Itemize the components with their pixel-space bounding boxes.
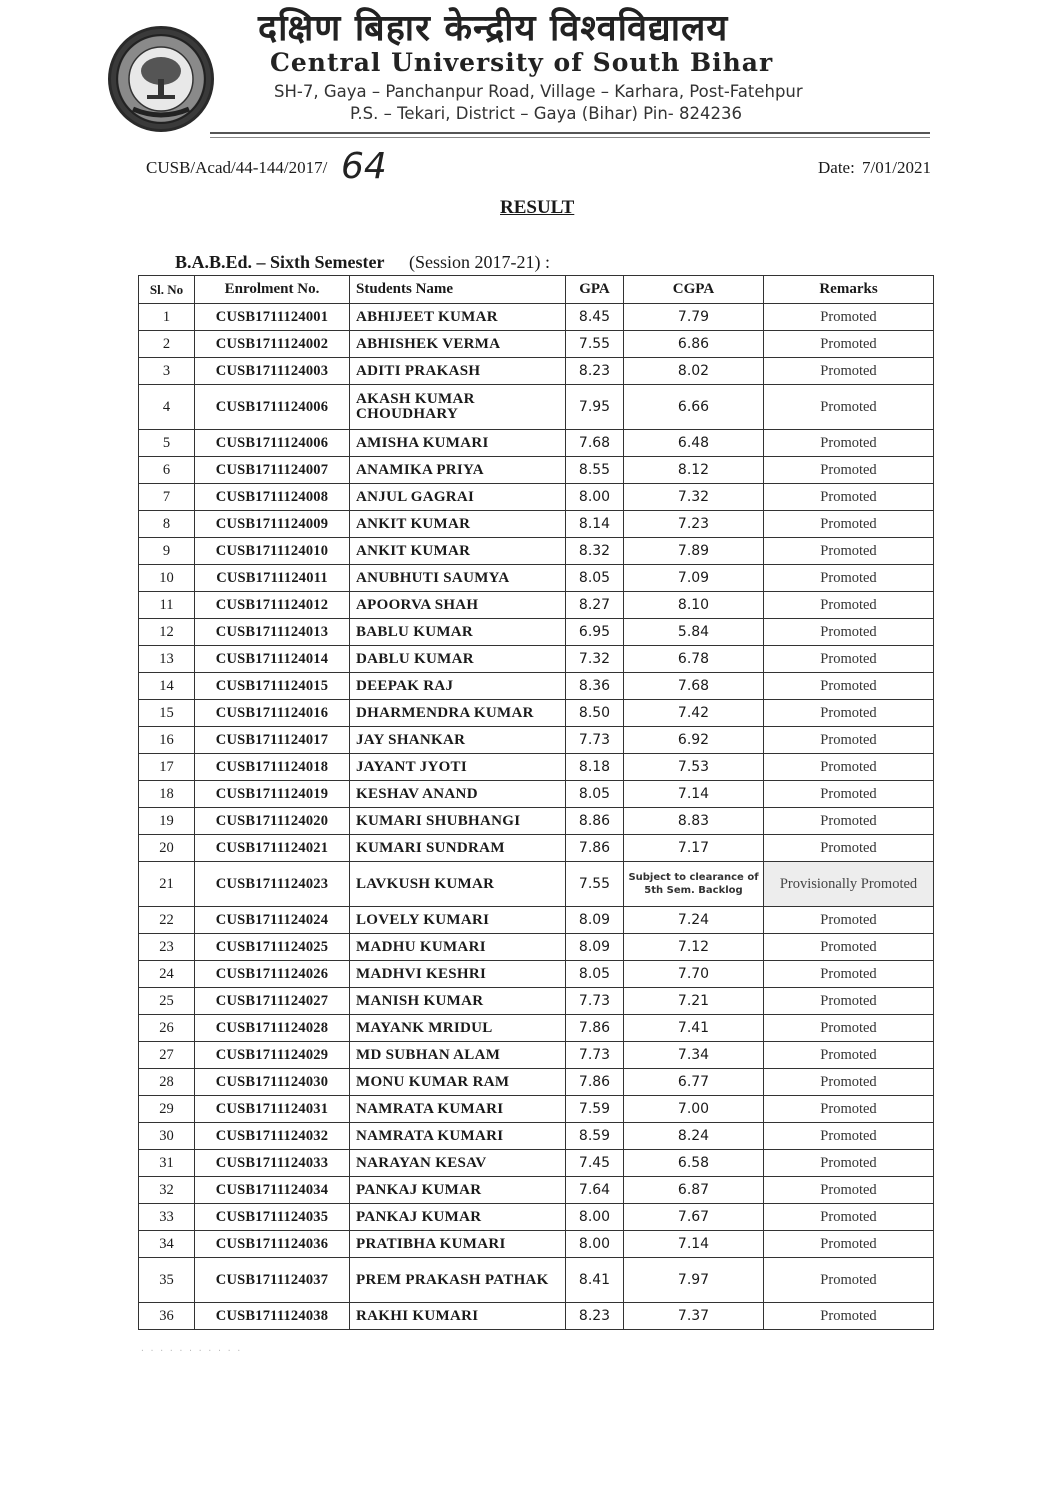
- cell-sl-no: 16: [139, 727, 195, 754]
- cell-enrolment: CUSB1711124028: [195, 1015, 350, 1042]
- cell-remarks: Promoted: [764, 1015, 934, 1042]
- cell-remarks: Promoted: [764, 358, 934, 385]
- cell-remarks: Promoted: [764, 1231, 934, 1258]
- table-row: [139, 484, 934, 511]
- date-value: 7/01/2021: [862, 158, 931, 177]
- cell-sl-no: 35: [139, 1258, 195, 1303]
- session-caption: (Session 2017-21) :: [409, 252, 550, 272]
- cell-sl-no: 33: [139, 1204, 195, 1231]
- cell-cgpa: 7.12: [624, 934, 764, 961]
- cell-enrolment: CUSB1711124006: [195, 430, 350, 457]
- cell-gpa: 8.00: [566, 1231, 624, 1258]
- cell-gpa: 7.73: [566, 727, 624, 754]
- cell-sl-no: 31: [139, 1150, 195, 1177]
- table-row: [139, 934, 934, 961]
- cell-remarks: Provisionally Promoted: [764, 862, 934, 907]
- cell-gpa: 8.86: [566, 808, 624, 835]
- cell-remarks: Promoted: [764, 1258, 934, 1303]
- cell-cgpa: 7.70: [624, 961, 764, 988]
- cell-gpa: 7.45: [566, 1150, 624, 1177]
- cell-sl-no: 26: [139, 1015, 195, 1042]
- cell-sl-no: 23: [139, 934, 195, 961]
- cell-sl-no: 25: [139, 988, 195, 1015]
- cell-student-name: JAY SHANKAR: [350, 727, 566, 754]
- cell-cgpa: 7.14: [624, 781, 764, 808]
- cell-enrolment: CUSB1711124006: [195, 385, 350, 430]
- cell-cgpa: Subject to clearance of 5th Sem. Backlog: [624, 862, 764, 907]
- cell-gpa: 8.14: [566, 511, 624, 538]
- cell-student-name: KUMARI SHUBHANGI: [350, 808, 566, 835]
- cell-cgpa: 7.17: [624, 835, 764, 862]
- cell-student-name: PRATIBHA KUMARI: [350, 1231, 566, 1258]
- cell-student-name: PREM PRAKASH PATHAK: [350, 1258, 566, 1303]
- table-row: [139, 1303, 934, 1330]
- cell-remarks: Promoted: [764, 727, 934, 754]
- cell-enrolment: CUSB1711124011: [195, 565, 350, 592]
- cell-cgpa: 7.09: [624, 565, 764, 592]
- table-row: [139, 331, 934, 358]
- table-row: [139, 781, 934, 808]
- cell-remarks: Promoted: [764, 700, 934, 727]
- cell-cgpa: 7.89: [624, 538, 764, 565]
- table-row: [139, 646, 934, 673]
- cell-sl-no: 4: [139, 385, 195, 430]
- cell-cgpa: 6.78: [624, 646, 764, 673]
- cell-enrolment: CUSB1711124010: [195, 538, 350, 565]
- university-name-english: Central University of South Bihar: [270, 48, 774, 77]
- cell-cgpa: 6.58: [624, 1150, 764, 1177]
- cell-gpa: 8.45: [566, 304, 624, 331]
- cell-remarks: Promoted: [764, 1150, 934, 1177]
- university-name-hindi: दक्षिण बिहार केन्द्रीय विश्वविद्यालय: [258, 8, 729, 49]
- header-enrolment: Enrolment No.: [195, 276, 350, 304]
- table-row: [139, 1015, 934, 1042]
- table-row: [139, 565, 934, 592]
- table-row: [139, 304, 934, 331]
- cell-enrolment: CUSB1711124001: [195, 304, 350, 331]
- cell-gpa: 7.59: [566, 1096, 624, 1123]
- cell-cgpa: 5.84: [624, 619, 764, 646]
- cell-sl-no: 13: [139, 646, 195, 673]
- table-row: [139, 511, 934, 538]
- cell-student-name: LAVKUSH KUMAR: [350, 862, 566, 907]
- cell-sl-no: 7: [139, 484, 195, 511]
- table-row: [139, 619, 934, 646]
- cell-cgpa: 8.83: [624, 808, 764, 835]
- cell-enrolment: CUSB1711124032: [195, 1123, 350, 1150]
- cell-remarks: Promoted: [764, 1096, 934, 1123]
- cell-sl-no: 20: [139, 835, 195, 862]
- cell-enrolment: CUSB1711124017: [195, 727, 350, 754]
- cell-student-name: ABHIJEET KUMAR: [350, 304, 566, 331]
- header-student-name: Students Name: [350, 276, 566, 304]
- cell-cgpa: 6.66: [624, 385, 764, 430]
- cell-gpa: 7.73: [566, 1042, 624, 1069]
- cell-cgpa: 8.24: [624, 1123, 764, 1150]
- cell-enrolment: CUSB1711124015: [195, 673, 350, 700]
- cell-cgpa: 8.12: [624, 457, 764, 484]
- cell-enrolment: CUSB1711124019: [195, 781, 350, 808]
- cell-enrolment: CUSB1711124012: [195, 592, 350, 619]
- cell-gpa: 8.09: [566, 934, 624, 961]
- date-label: Date:: [818, 158, 855, 177]
- cell-gpa: 8.18: [566, 754, 624, 781]
- table-row: [139, 1204, 934, 1231]
- cell-sl-no: 22: [139, 907, 195, 934]
- cell-cgpa: 6.92: [624, 727, 764, 754]
- cell-cgpa: 6.77: [624, 1069, 764, 1096]
- cell-enrolment: CUSB1711124014: [195, 646, 350, 673]
- cell-student-name: ABHISHEK VERMA: [350, 331, 566, 358]
- cell-gpa: 8.00: [566, 1204, 624, 1231]
- cell-cgpa: 7.24: [624, 907, 764, 934]
- cell-remarks: Promoted: [764, 907, 934, 934]
- table-row: [139, 592, 934, 619]
- cell-cgpa: 7.34: [624, 1042, 764, 1069]
- cell-student-name: APOORVA SHAH: [350, 592, 566, 619]
- cell-student-name: JAYANT JYOTI: [350, 754, 566, 781]
- cell-remarks: Promoted: [764, 1069, 934, 1096]
- cell-cgpa: 6.87: [624, 1177, 764, 1204]
- cell-cgpa: 7.42: [624, 700, 764, 727]
- cell-student-name: PANKAJ KUMAR: [350, 1177, 566, 1204]
- cell-student-name: PANKAJ KUMAR: [350, 1204, 566, 1231]
- cell-remarks: Promoted: [764, 592, 934, 619]
- cell-cgpa: 7.41: [624, 1015, 764, 1042]
- table-row: [139, 835, 934, 862]
- cell-sl-no: 5: [139, 430, 195, 457]
- cell-gpa: 8.41: [566, 1258, 624, 1303]
- cell-student-name: ANAMIKA PRIYA: [350, 457, 566, 484]
- table-row: [139, 1096, 934, 1123]
- cell-enrolment: CUSB1711124030: [195, 1069, 350, 1096]
- cell-sl-no: 11: [139, 592, 195, 619]
- cell-enrolment: CUSB1711124033: [195, 1150, 350, 1177]
- cell-remarks: Promoted: [764, 1042, 934, 1069]
- cell-cgpa: 7.14: [624, 1231, 764, 1258]
- cell-enrolment: CUSB1711124016: [195, 700, 350, 727]
- cell-student-name: NARAYAN KESAV: [350, 1150, 566, 1177]
- table-row: [139, 430, 934, 457]
- cell-enrolment: CUSB1711124037: [195, 1258, 350, 1303]
- cell-student-name: KUMARI SUNDRAM: [350, 835, 566, 862]
- cell-sl-no: 28: [139, 1069, 195, 1096]
- cell-sl-no: 19: [139, 808, 195, 835]
- cell-student-name: MAYANK MRIDUL: [350, 1015, 566, 1042]
- cell-enrolment: CUSB1711124007: [195, 457, 350, 484]
- cell-gpa: 8.50: [566, 700, 624, 727]
- table-row: [139, 1123, 934, 1150]
- cell-student-name: RAKHI KUMARI: [350, 1303, 566, 1330]
- cell-sl-no: 6: [139, 457, 195, 484]
- cell-sl-no: 34: [139, 1231, 195, 1258]
- cell-gpa: 8.36: [566, 673, 624, 700]
- cell-student-name: MD SUBHAN ALAM: [350, 1042, 566, 1069]
- cell-student-name: ANUBHUTI SAUMYA: [350, 565, 566, 592]
- cell-enrolment: CUSB1711124031: [195, 1096, 350, 1123]
- cell-enrolment: CUSB1711124029: [195, 1042, 350, 1069]
- cell-sl-no: 2: [139, 331, 195, 358]
- cell-gpa: 7.32: [566, 646, 624, 673]
- cell-cgpa: 8.10: [624, 592, 764, 619]
- cell-student-name: MONU KUMAR RAM: [350, 1069, 566, 1096]
- program-caption: B.A.B.Ed. – Sixth Semester: [175, 252, 385, 272]
- table-row: [139, 1150, 934, 1177]
- cell-cgpa: 7.21: [624, 988, 764, 1015]
- cell-student-name: ANKIT KUMAR: [350, 538, 566, 565]
- table-row: [139, 988, 934, 1015]
- table-row: [139, 862, 934, 907]
- table-row: [139, 727, 934, 754]
- cell-enrolment: CUSB1711124038: [195, 1303, 350, 1330]
- address-line-2: P.S. – Tekari, District – Gaya (Bihar) Pin- 824236: [350, 104, 742, 123]
- cell-sl-no: 17: [139, 754, 195, 781]
- cell-sl-no: 18: [139, 781, 195, 808]
- cell-remarks: Promoted: [764, 304, 934, 331]
- result-table: [138, 275, 934, 1330]
- cell-sl-no: 3: [139, 358, 195, 385]
- cell-remarks: Promoted: [764, 385, 934, 430]
- cell-sl-no: 14: [139, 673, 195, 700]
- cell-student-name: MADHVI KESHRI: [350, 961, 566, 988]
- cell-cgpa: 7.53: [624, 754, 764, 781]
- cell-gpa: 7.64: [566, 1177, 624, 1204]
- table-row: [139, 1069, 934, 1096]
- cell-enrolment: CUSB1711124023: [195, 862, 350, 907]
- cell-gpa: 7.68: [566, 430, 624, 457]
- cell-student-name: BABLU KUMAR: [350, 619, 566, 646]
- table-row: [139, 808, 934, 835]
- cell-sl-no: 15: [139, 700, 195, 727]
- table-row: [139, 1042, 934, 1069]
- cell-student-name: KESHAV ANAND: [350, 781, 566, 808]
- cell-sl-no: 36: [139, 1303, 195, 1330]
- cell-remarks: Promoted: [764, 1204, 934, 1231]
- cell-student-name: DEEPAK RAJ: [350, 673, 566, 700]
- table-row: [139, 754, 934, 781]
- header-remarks: Remarks: [764, 276, 934, 304]
- cell-gpa: 7.95: [566, 385, 624, 430]
- reference-number: CUSB/Acad/44-144/2017/: [146, 158, 328, 177]
- cell-remarks: Promoted: [764, 961, 934, 988]
- header-divider-thin: [210, 137, 930, 138]
- cell-enrolment: CUSB1711124024: [195, 907, 350, 934]
- cell-remarks: Promoted: [764, 646, 934, 673]
- table-row: [139, 673, 934, 700]
- table-row: [139, 1258, 934, 1303]
- cell-cgpa: 7.37: [624, 1303, 764, 1330]
- header-divider: [210, 132, 930, 134]
- cell-remarks: Promoted: [764, 457, 934, 484]
- cell-gpa: 8.32: [566, 538, 624, 565]
- cell-cgpa: 7.23: [624, 511, 764, 538]
- cell-remarks: Promoted: [764, 934, 934, 961]
- cell-enrolment: CUSB1711124025: [195, 934, 350, 961]
- cell-remarks: Promoted: [764, 619, 934, 646]
- cell-enrolment: CUSB1711124026: [195, 961, 350, 988]
- cell-remarks: Promoted: [764, 1303, 934, 1330]
- cell-student-name: NAMRATA KUMARI: [350, 1096, 566, 1123]
- cell-enrolment: CUSB1711124002: [195, 331, 350, 358]
- result-title: RESULT: [500, 197, 575, 218]
- cell-sl-no: 12: [139, 619, 195, 646]
- table-row: [139, 700, 934, 727]
- cell-gpa: 8.23: [566, 358, 624, 385]
- cell-gpa: 7.55: [566, 862, 624, 907]
- cell-gpa: 8.05: [566, 961, 624, 988]
- cell-gpa: 8.23: [566, 1303, 624, 1330]
- cell-gpa: 8.00: [566, 484, 624, 511]
- table-row: [139, 457, 934, 484]
- cell-gpa: 7.86: [566, 835, 624, 862]
- cell-remarks: Promoted: [764, 511, 934, 538]
- cell-enrolment: CUSB1711124035: [195, 1204, 350, 1231]
- cell-student-name: MANISH KUMAR: [350, 988, 566, 1015]
- cell-remarks: Promoted: [764, 781, 934, 808]
- cell-enrolment: CUSB1711124008: [195, 484, 350, 511]
- cell-cgpa: 6.86: [624, 331, 764, 358]
- cell-gpa: 8.05: [566, 565, 624, 592]
- cell-sl-no: 30: [139, 1123, 195, 1150]
- cell-gpa: 8.59: [566, 1123, 624, 1150]
- cell-gpa: 6.95: [566, 619, 624, 646]
- cell-enrolment: CUSB1711124021: [195, 835, 350, 862]
- table-row: [139, 1177, 934, 1204]
- table-row: [139, 907, 934, 934]
- cell-sl-no: 21: [139, 862, 195, 907]
- cell-remarks: Promoted: [764, 673, 934, 700]
- cell-remarks: Promoted: [764, 484, 934, 511]
- cell-remarks: Promoted: [764, 988, 934, 1015]
- address-line-1: SH-7, Gaya – Panchanpur Road, Village – Karhara, Post-Fatehpur: [274, 82, 803, 101]
- cell-sl-no: 32: [139, 1177, 195, 1204]
- cell-cgpa: 7.97: [624, 1258, 764, 1303]
- cell-gpa: 7.73: [566, 988, 624, 1015]
- cell-remarks: Promoted: [764, 565, 934, 592]
- cell-gpa: 8.05: [566, 781, 624, 808]
- cell-sl-no: 9: [139, 538, 195, 565]
- table-header-row: [139, 276, 934, 304]
- cell-student-name: AKASH KUMAR CHOUDHARY: [350, 385, 566, 430]
- cell-enrolment: CUSB1711124013: [195, 619, 350, 646]
- cell-student-name: DABLU KUMAR: [350, 646, 566, 673]
- cell-enrolment: CUSB1711124034: [195, 1177, 350, 1204]
- cell-cgpa: 6.48: [624, 430, 764, 457]
- university-seal-icon: [108, 26, 214, 132]
- cell-enrolment: CUSB1711124020: [195, 808, 350, 835]
- table-row: [139, 385, 934, 430]
- cell-gpa: 7.55: [566, 331, 624, 358]
- cell-remarks: Promoted: [764, 808, 934, 835]
- cell-gpa: 8.09: [566, 907, 624, 934]
- cell-student-name: ANKIT KUMAR: [350, 511, 566, 538]
- cell-sl-no: 8: [139, 511, 195, 538]
- cell-cgpa: 8.02: [624, 358, 764, 385]
- cell-gpa: 7.86: [566, 1015, 624, 1042]
- cell-sl-no: 27: [139, 1042, 195, 1069]
- cell-cgpa: 7.68: [624, 673, 764, 700]
- cell-sl-no: 10: [139, 565, 195, 592]
- header-gpa: GPA: [566, 276, 624, 304]
- cell-student-name: ANJUL GAGRAI: [350, 484, 566, 511]
- cell-student-name: MADHU KUMARI: [350, 934, 566, 961]
- cell-remarks: Promoted: [764, 754, 934, 781]
- header-cgpa: CGPA: [624, 276, 764, 304]
- cell-remarks: Promoted: [764, 331, 934, 358]
- cell-sl-no: 24: [139, 961, 195, 988]
- cell-remarks: Promoted: [764, 1177, 934, 1204]
- cell-remarks: Promoted: [764, 430, 934, 457]
- cell-sl-no: 29: [139, 1096, 195, 1123]
- header-sl-no: Sl. No: [139, 276, 195, 304]
- cell-cgpa: 7.32: [624, 484, 764, 511]
- handwritten-reference-number: 64: [341, 146, 387, 187]
- cell-student-name: ADITI PRAKASH: [350, 358, 566, 385]
- cell-gpa: 8.55: [566, 457, 624, 484]
- cell-cgpa: 7.00: [624, 1096, 764, 1123]
- cell-enrolment: CUSB1711124018: [195, 754, 350, 781]
- cell-remarks: Promoted: [764, 835, 934, 862]
- page-footer-mark: · · · · · · · · · · ·: [140, 1346, 242, 1355]
- table-row: [139, 961, 934, 988]
- cell-enrolment: CUSB1711124036: [195, 1231, 350, 1258]
- cell-student-name: LOVELY KUMARI: [350, 907, 566, 934]
- cell-enrolment: CUSB1711124003: [195, 358, 350, 385]
- cell-cgpa: 7.67: [624, 1204, 764, 1231]
- table-row: [139, 1231, 934, 1258]
- table-row: [139, 538, 934, 565]
- cell-cgpa: 7.79: [624, 304, 764, 331]
- cell-sl-no: 1: [139, 304, 195, 331]
- cell-remarks: Promoted: [764, 1123, 934, 1150]
- cell-student-name: NAMRATA KUMARI: [350, 1123, 566, 1150]
- table-row: [139, 358, 934, 385]
- cell-enrolment: CUSB1711124027: [195, 988, 350, 1015]
- cell-remarks: Promoted: [764, 538, 934, 565]
- cell-student-name: AMISHA KUMARI: [350, 430, 566, 457]
- cell-gpa: 8.27: [566, 592, 624, 619]
- cell-enrolment: CUSB1711124009: [195, 511, 350, 538]
- cell-student-name: DHARMENDRA KUMAR: [350, 700, 566, 727]
- cell-gpa: 7.86: [566, 1069, 624, 1096]
